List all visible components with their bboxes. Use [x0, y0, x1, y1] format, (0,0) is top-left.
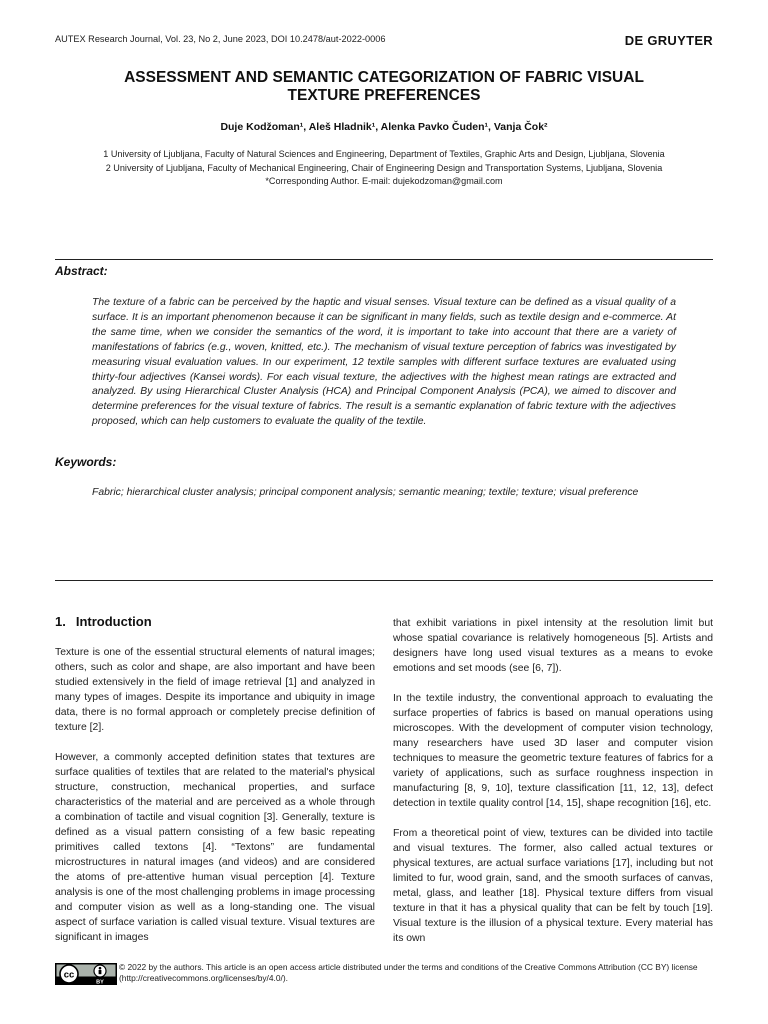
author-list: Duje Kodžoman¹, Aleš Hladnik¹, Alenka Pavko Čuden¹, Vanja Čok²: [220, 121, 548, 133]
paragraph: that exhibit variations in pixel intensity at the resolution limit but whose spatial covariance is relatively homogeneous [5]. Artists and designers have long used visual textures as a means to evoke emotions and set moods (see [6, 7]).: [393, 618, 713, 674]
keywords-heading: Keywords:: [55, 455, 117, 469]
section-title: Introduction: [75, 614, 152, 629]
paragraph: From a theoretical point of view, textures can be divided into tactile and visual textures. The former, also called actual textures or physical textures, are actual surface variations [17], including but not limited to fur, wood grain, sand, and the smooth surfaces of canvas, metal, glass, and leather [18]. Physical texture differs from visual texture in that it has a physical quality that can be felt by touch [19]. Visual texture is the illusion of a physical texture. Every material has its own: [393, 828, 713, 944]
badge-label: BY: [96, 979, 104, 985]
top-divider: [55, 259, 713, 260]
affiliation-1: 1 University of Ljubljana, Faculty of Natural Sciences and Engineering, Department of Textiles, Graphic Arts and Design, Ljubljana, Slovenia: [103, 149, 665, 159]
bottom-divider: [55, 580, 713, 581]
affiliation-2: 2 University of Ljubljana, Faculty of Mechanical Engineering, Chair of Engineering Design and Transportation Systems, Ljubljana, Slovenia: [105, 162, 663, 173]
right-column: [393, 616, 713, 961]
license-text: [119, 962, 719, 984]
abstract-heading: Abstract:: [55, 264, 108, 278]
corresponding-author: *Corresponding Author. E-mail: dujekodzoman@gmail.com: [265, 176, 503, 186]
affiliations: [55, 148, 713, 189]
paper-title: [55, 69, 713, 105]
license-url[interactable]: (http://creativecommons.org/licenses/by/4.0/).: [119, 973, 288, 983]
paragraph: However, a commonly accepted definition states that textures are surface qualities of textiles that are related to the material's physical structure, construction, mechanical properties, and surface characteristics of the material and are perceived as a whole through a combination of tactile and visual cognition [3]. Generally, texture is defined as a visual pattern consisting of a few basic repeating primitives called textons [4]. “Textons” are fundamental microstructures in natural images (and videos) and are considered the atoms of pre-attentive human visual perception [4]. Texture analysis is one of the most challenging problems in image processing and computer vision as well as a long-standing one. The visual aspect of surface variation is called visual texture. Visual textures are significant in images: [55, 752, 375, 943]
publisher-name: DE GRUYTER: [624, 33, 713, 48]
paragraph: In the textile industry, the conventional approach to evaluating the surface properties of fabrics is based on manual operations using microscopes. With the development of computer vision technology, many researchers have used 3D laser and computer vision techniques to measure the geometric texture features of fabrics for a variety of applications, such as surface roughness inspection in manufacturing [8, 9, 10], texture classification [11, 12, 13], defect detection in textile quality control [14, 15], shape recognition [16], etc.: [393, 693, 713, 809]
section-number: 1.: [55, 614, 66, 629]
journal-citation: AUTEX Research Journal, Vol. 23, No 2, June 2023, DOI 10.2478/aut-2022-0006: [55, 34, 386, 44]
cc-by-license-icon[interactable]: [55, 963, 117, 985]
svg-text:cc: cc: [63, 969, 75, 981]
section-heading-introduction: [55, 614, 152, 629]
title-line: ASSESSMENT AND SEMANTIC CATEGORIZATION OF FABRIC VISUAL: [124, 69, 644, 86]
paragraph: Texture is one of the essential structural elements of natural images; others, such as color and shape, are also important and have been studied extensively in the field of image retrieval [1] and analyzed in many types of images. Despite its importance and ubiquity in image data, there is no formal approach or completely precise definition of texture [2].: [55, 647, 375, 733]
title-line: TEXTURE PREFERENCES: [287, 87, 481, 104]
abstract-text: The texture of a fabric can be perceived by the haptic and visual senses. Visual texture can be defined as a visual quality of a surface. It is an important phenomenon because it can be significant in many fields, such as textile design and e-commerce. At the same time, when we consider the semantics of the word, it is important to take into account that there are a variety of manifestations of fabrics (e.g., woven, knitted, etc.). The mechanism of visual texture perception of fabrics was investigated by measuring visual evaluation values. In our experiment, 12 textile samples with different surface textures are evaluated using thirty-four adjectives (Kansei words). For each visual texture, the adjectives with the highest mean ratings are extracted and analyzed. By using Hierarchical Cluster Analysis (HCA) and Principal Component Analysis (PCA), we aimed to discover and determine preferences for the visual texture of fabrics. The result is a semantic explanation of fabric texture with the adjectives proposed, which can help customers to evaluate the quality of the textile.: [92, 297, 676, 428]
left-column: [55, 645, 375, 960]
license-line: © 2022 by the authors. This article is an open access article distributed under the terms and conditions of the Creative Commons Attribution (CC BY) license: [119, 962, 698, 972]
keywords-text: Fabric; hierarchical cluster analysis; principal component analysis; semantic meaning; textile; texture; visual preference: [92, 487, 639, 498]
